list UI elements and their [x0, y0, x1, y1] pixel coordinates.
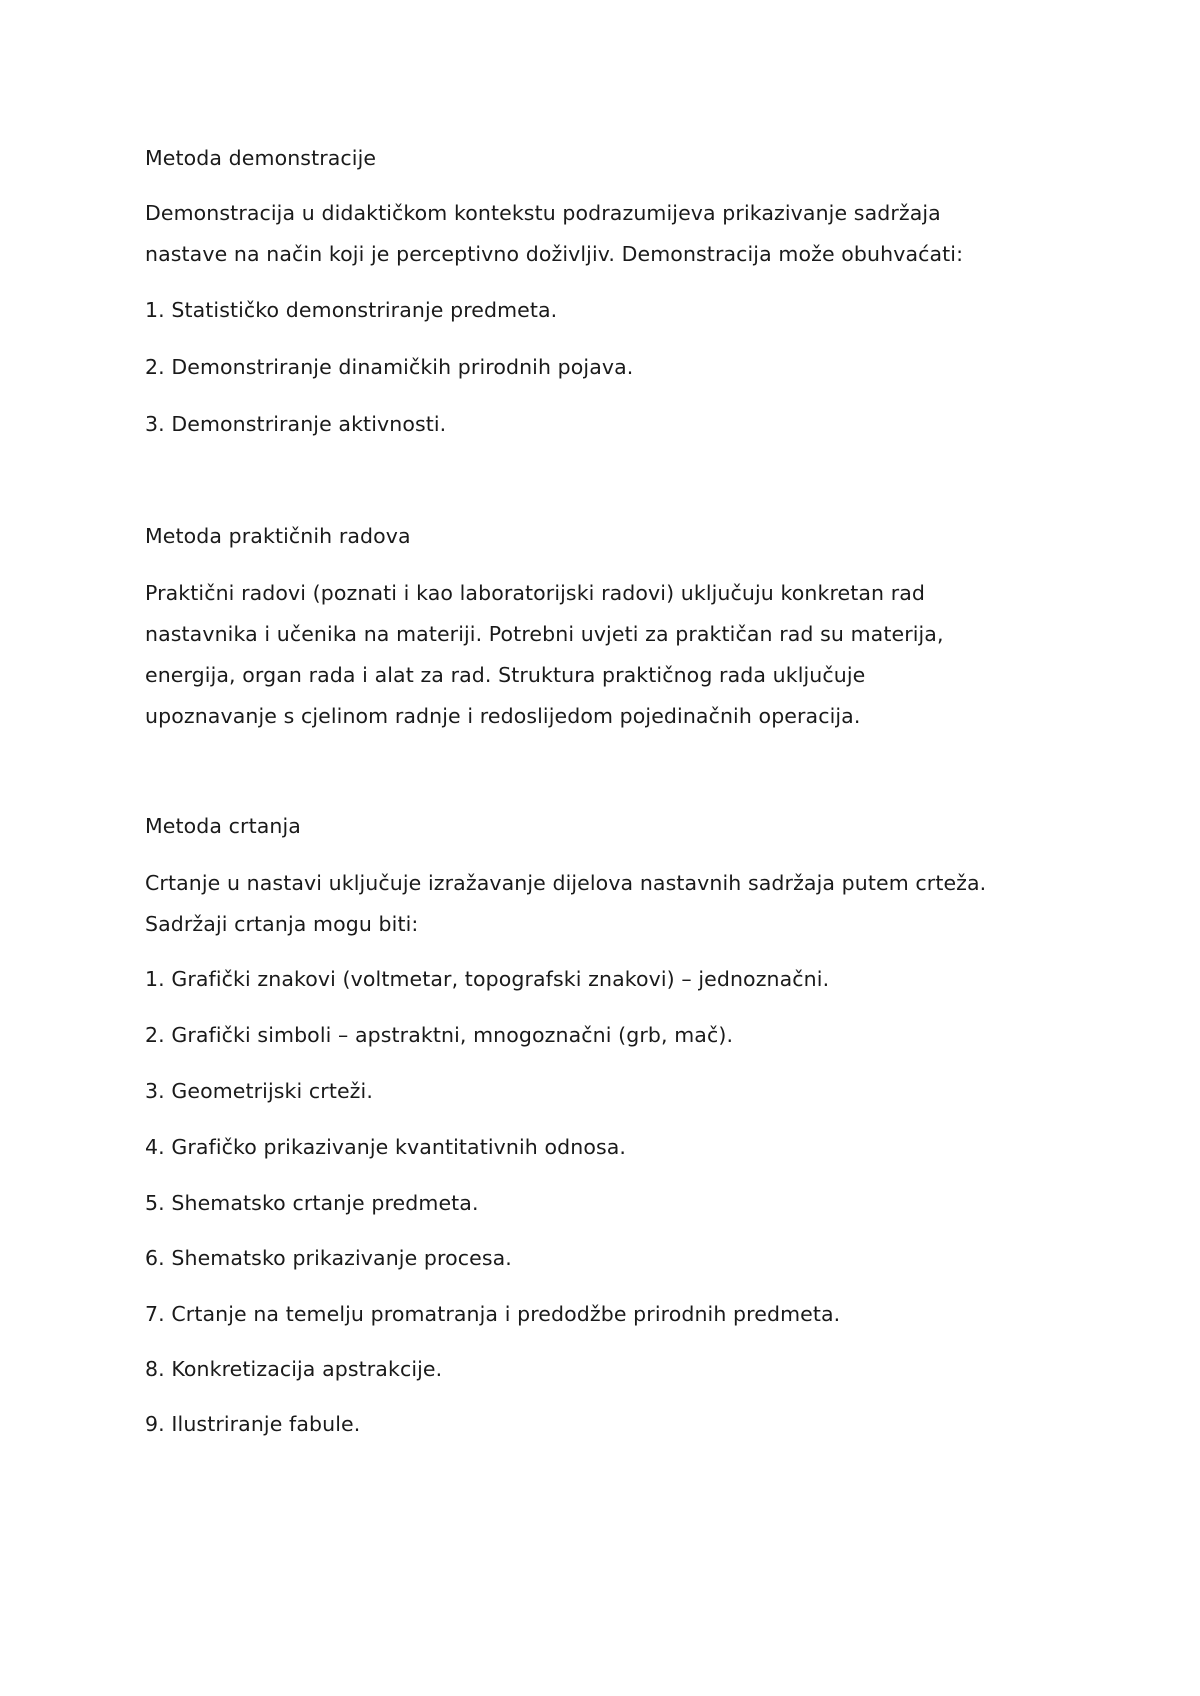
section-heading-demonstracija: Metoda demonstracije — [145, 146, 377, 170]
list-item: 2. Demonstriranje dinamičkih prirodnih pojava. — [145, 355, 634, 379]
list-item: 3. Demonstriranje aktivnosti. — [145, 412, 447, 436]
list-item: 3. Geometrijski crteži. — [145, 1079, 373, 1103]
paragraph-line: upoznavanje s cjelinom radnje i redoslijedom pojedinačnih operacija. — [145, 704, 861, 728]
list-item: 6. Shematsko prikazivanje procesa. — [145, 1246, 512, 1270]
list-item: 5. Shematsko crtanje predmeta. — [145, 1191, 479, 1215]
list-item: 1. Statističko demonstriranje predmeta. — [145, 298, 558, 322]
paragraph-line: Sadržaji crtanja mogu biti: — [145, 912, 419, 936]
paragraph-line: Crtanje u nastavi uključuje izražavanje dijelova nastavnih sadržaja putem crteža. — [145, 871, 987, 895]
section-heading-crtanje: Metoda crtanja — [145, 814, 301, 838]
list-item: 9. Ilustriranje fabule. — [145, 1412, 361, 1436]
list-item: 8. Konkretizacija apstrakcije. — [145, 1357, 443, 1381]
paragraph-line: Demonstracija u didaktičkom kontekstu podrazumijeva prikazivanje sadržaja — [145, 201, 941, 225]
paragraph-line: Praktični radovi (poznati i kao laboratorijski radovi) uključuju konkretan rad — [145, 581, 926, 605]
list-item: 1. Grafički znakovi (voltmetar, topografski znakovi) – jednoznačni. — [145, 967, 830, 991]
list-item: 2. Grafički simboli – apstraktni, mnogoznačni (grb, mač). — [145, 1023, 734, 1047]
paragraph-line: energija, organ rada i alat za rad. Struktura praktičnog rada uključuje — [145, 663, 866, 687]
paragraph-line: nastavnika i učenika na materiji. Potrebni uvjeti za praktičan rad su materija, — [145, 622, 944, 646]
list-item: 7. Crtanje na temelju promatranja i predodžbe prirodnih predmeta. — [145, 1302, 841, 1326]
section-heading-prakticni-radovi: Metoda praktičnih radova — [145, 524, 411, 548]
list-item: 4. Grafičko prikazivanje kvantitativnih odnosa. — [145, 1135, 627, 1159]
paragraph-line: nastave na način koji je perceptivno doživljiv. Demonstracija može obuhvaćati: — [145, 242, 964, 266]
